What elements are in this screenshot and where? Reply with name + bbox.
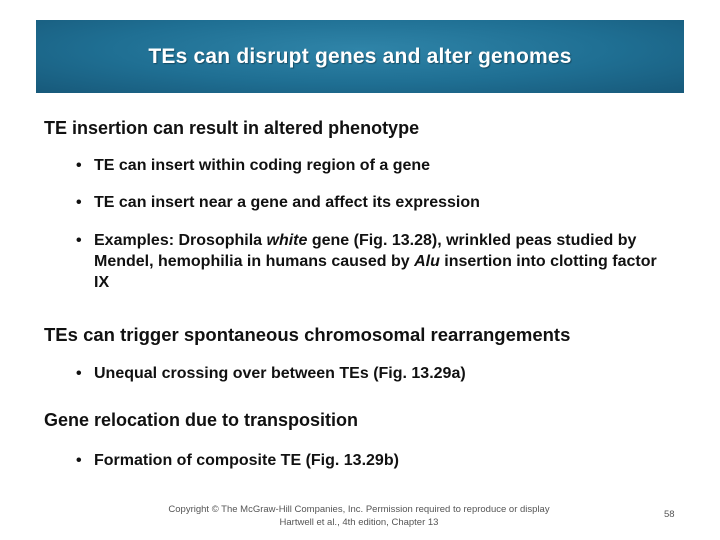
- bullet-text: TE can insert within coding region of a gene: [94, 157, 431, 174]
- gene-name-white: white: [266, 232, 308, 249]
- bullet-item-examples: [76, 230, 676, 293]
- section-heading-relocation: Gene relocation due to transposition: [44, 410, 359, 430]
- section-heading-rearrangements: TEs can trigger spontaneous chromosomal rearrangements: [44, 324, 571, 345]
- bullet-text-examples: [94, 230, 676, 293]
- bullet-text: Unequal crossing over between TEs (Fig. 13.29a): [94, 365, 466, 382]
- bullet-item: [76, 450, 676, 471]
- slide-title: TEs can disrupt genes and alter genomes: [148, 44, 572, 68]
- element-name-alu: Alu: [414, 253, 440, 270]
- bullet-text: Formation of composite TE (Fig. 13.29b): [94, 452, 399, 469]
- copyright-line-1: Copyright © The McGraw-Hill Companies, Inc. Permission required to reproduce or display: [168, 504, 550, 515]
- bullet-dot: •: [76, 194, 82, 211]
- bullet-item: [76, 363, 676, 384]
- bullet-dot: •: [76, 157, 82, 174]
- examples-text-3: insertion into clotting factor IX: [94, 253, 657, 291]
- copyright-line-2: Hartwell et al., 4th edition, Chapter 13: [279, 517, 439, 528]
- examples-text-2: gene (Fig. 13.28), wrinkled peas studied by Mendel, hemophilia in humans caused by: [94, 232, 637, 270]
- bullet-dot: •: [76, 365, 82, 382]
- bullet-text: TE can insert near a gene and affect its expression: [94, 194, 480, 211]
- title-bar: [36, 20, 684, 93]
- bullet-item: [76, 192, 676, 213]
- page-number: 58: [664, 509, 675, 520]
- examples-text-1: Examples: Drosophila: [94, 232, 267, 249]
- bullet-item: [76, 155, 676, 176]
- bullet-dot: •: [76, 232, 82, 249]
- bullet-dot: •: [76, 452, 82, 469]
- section-heading-insertion: TE insertion can result in altered phenotype: [44, 118, 420, 138]
- copyright-notice: [140, 503, 578, 529]
